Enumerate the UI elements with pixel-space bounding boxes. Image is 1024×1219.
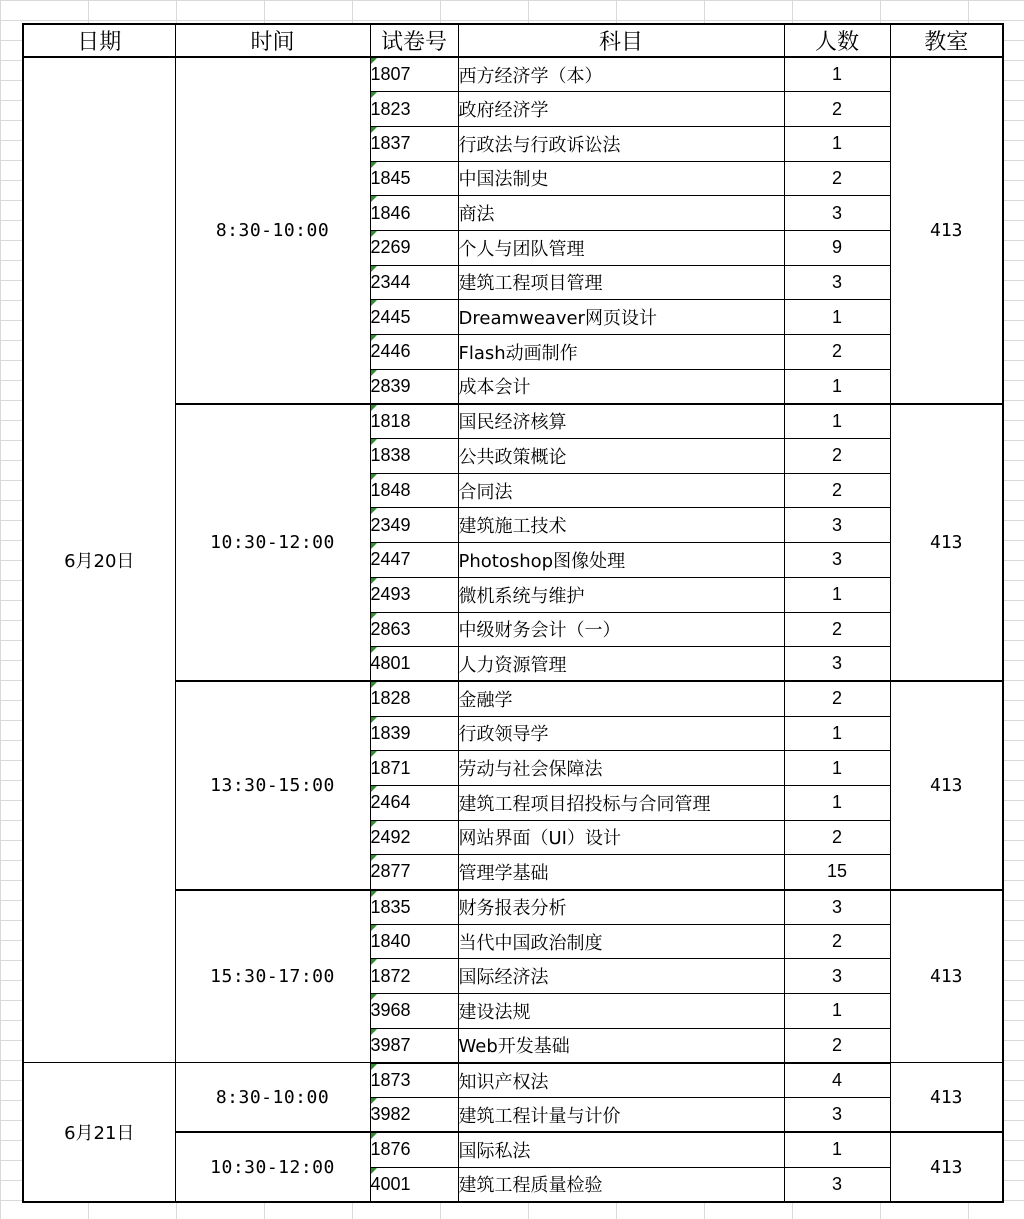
count-cell[interactable]: 1 — [784, 994, 890, 1029]
code-cell[interactable]: 1835 — [370, 890, 458, 925]
count-cell[interactable]: 2 — [784, 612, 890, 647]
code-cell[interactable]: 4801 — [370, 647, 458, 682]
code-cell[interactable]: 1871 — [370, 751, 458, 786]
code-cell[interactable]: 2877 — [370, 855, 458, 890]
code-cell[interactable]: 2446 — [370, 335, 458, 370]
subject-cell[interactable]: 金融学 — [458, 681, 784, 716]
code-cell[interactable]: 2863 — [370, 612, 458, 647]
room-cell[interactable]: 413 — [890, 890, 1003, 1063]
time-cell[interactable]: 10:30-12:00 — [175, 404, 370, 682]
subject-cell[interactable]: 国际经济法 — [458, 959, 784, 994]
subject-cell[interactable]: 人力资源管理 — [458, 647, 784, 682]
date-cell[interactable]: 6月20日 — [23, 57, 175, 1063]
code-cell[interactable]: 1838 — [370, 439, 458, 474]
exam-schedule-table — [22, 23, 1004, 1203]
count-cell[interactable]: 3 — [784, 508, 890, 543]
count-cell[interactable]: 3 — [784, 196, 890, 231]
count-cell[interactable]: 2 — [784, 1028, 890, 1063]
count-cell[interactable]: 1 — [784, 404, 890, 439]
count-cell[interactable]: 3 — [784, 647, 890, 682]
count-cell[interactable]: 2 — [784, 92, 890, 127]
header-row — [23, 24, 1003, 57]
code-cell[interactable]: 1873 — [370, 1063, 458, 1098]
code-cell[interactable]: 2839 — [370, 369, 458, 404]
subject-cell[interactable]: 建设法规 — [458, 994, 784, 1029]
subject-cell[interactable]: 中级财务会计（一） — [458, 612, 784, 647]
code-cell[interactable]: 2269 — [370, 230, 458, 265]
time-cell[interactable]: 8:30-10:00 — [175, 57, 370, 404]
count-cell[interactable]: 1 — [784, 577, 890, 612]
code-cell[interactable]: 1848 — [370, 473, 458, 508]
subject-cell[interactable]: 劳动与社会保障法 — [458, 751, 784, 786]
subject-cell[interactable]: 中国法制史 — [458, 161, 784, 196]
count-cell[interactable]: 3 — [784, 959, 890, 994]
count-cell[interactable]: 1 — [784, 126, 890, 161]
code-cell[interactable]: 2344 — [370, 265, 458, 300]
count-cell[interactable]: 2 — [784, 681, 890, 716]
subject-cell[interactable]: Web开发基础 — [458, 1028, 784, 1063]
count-cell[interactable]: 9 — [784, 230, 890, 265]
code-cell[interactable]: 4001 — [370, 1167, 458, 1202]
count-cell[interactable]: 2 — [784, 161, 890, 196]
count-cell[interactable]: 1 — [784, 57, 890, 92]
count-cell[interactable]: 4 — [784, 1063, 890, 1098]
code-cell[interactable]: 1828 — [370, 681, 458, 716]
count-cell[interactable]: 3 — [784, 265, 890, 300]
room-cell[interactable]: 413 — [890, 681, 1003, 889]
code-cell[interactable]: 2349 — [370, 508, 458, 543]
table-row — [23, 1063, 1003, 1098]
count-cell[interactable]: 2 — [784, 335, 890, 370]
schedule-body — [23, 57, 1003, 1202]
subject-cell[interactable]: 建筑施工技术 — [458, 508, 784, 543]
room-cell[interactable]: 413 — [890, 57, 1003, 404]
code-cell[interactable]: 1872 — [370, 959, 458, 994]
room-cell[interactable]: 413 — [890, 404, 1003, 682]
count-cell[interactable]: 1 — [784, 300, 890, 335]
time-cell[interactable]: 13:30-15:00 — [175, 681, 370, 889]
code-cell[interactable]: 1876 — [370, 1132, 458, 1167]
header-room[interactable]: 教室 — [890, 24, 1003, 57]
header-time[interactable]: 时间 — [175, 24, 370, 57]
count-cell[interactable]: 3 — [784, 1167, 890, 1202]
subject-cell[interactable]: 个人与团队管理 — [458, 230, 784, 265]
code-cell[interactable]: 1837 — [370, 126, 458, 161]
subject-cell[interactable]: 商法 — [458, 196, 784, 231]
count-cell[interactable]: 2 — [784, 820, 890, 855]
subject-cell[interactable]: 国民经济核算 — [458, 404, 784, 439]
code-cell[interactable]: 3987 — [370, 1028, 458, 1063]
table-row — [23, 57, 1003, 92]
subject-cell[interactable]: 建筑工程质量检验 — [458, 1167, 784, 1202]
code-cell[interactable]: 2447 — [370, 543, 458, 578]
count-cell[interactable]: 2 — [784, 473, 890, 508]
subject-cell[interactable]: 微机系统与维护 — [458, 577, 784, 612]
subject-cell[interactable]: 建筑工程项目招投标与合同管理 — [458, 785, 784, 820]
count-cell[interactable]: 2 — [784, 924, 890, 959]
subject-cell[interactable]: 国际私法 — [458, 1132, 784, 1167]
subject-cell[interactable]: 建筑工程计量与计价 — [458, 1098, 784, 1133]
code-cell[interactable]: 1846 — [370, 196, 458, 231]
count-cell[interactable]: 3 — [784, 890, 890, 925]
subject-cell[interactable]: Photoshop图像处理 — [458, 543, 784, 578]
room-cell[interactable]: 413 — [890, 1063, 1003, 1132]
time-cell[interactable]: 15:30-17:00 — [175, 890, 370, 1063]
header-date[interactable]: 日期 — [23, 24, 175, 57]
code-cell[interactable]: 1845 — [370, 161, 458, 196]
count-cell[interactable]: 15 — [784, 855, 890, 890]
time-cell[interactable]: 10:30-12:00 — [175, 1132, 370, 1201]
count-cell[interactable]: 1 — [784, 1132, 890, 1167]
code-cell[interactable]: 1839 — [370, 716, 458, 751]
count-cell[interactable]: 1 — [784, 785, 890, 820]
header-count[interactable]: 人数 — [784, 24, 890, 57]
code-cell[interactable]: 1818 — [370, 404, 458, 439]
code-cell[interactable]: 2445 — [370, 300, 458, 335]
subject-cell[interactable]: 成本会计 — [458, 369, 784, 404]
header-subject[interactable]: 科目 — [458, 24, 784, 57]
code-cell[interactable]: 1840 — [370, 924, 458, 959]
header-code[interactable]: 试卷号 — [370, 24, 458, 57]
code-cell[interactable]: 2492 — [370, 820, 458, 855]
subject-cell[interactable]: 管理学基础 — [458, 855, 784, 890]
count-cell[interactable]: 3 — [784, 1098, 890, 1133]
subject-cell[interactable]: 合同法 — [458, 473, 784, 508]
code-cell[interactable]: 1823 — [370, 92, 458, 127]
date-cell[interactable]: 6月21日 — [23, 1063, 175, 1202]
subject-cell[interactable]: 建筑工程项目管理 — [458, 265, 784, 300]
subject-cell[interactable]: 财务报表分析 — [458, 890, 784, 925]
subject-cell[interactable]: 知识产权法 — [458, 1063, 784, 1098]
code-cell[interactable]: 3968 — [370, 994, 458, 1029]
subject-cell[interactable]: 行政法与行政诉讼法 — [458, 126, 784, 161]
count-cell[interactable]: 1 — [784, 716, 890, 751]
count-cell[interactable]: 3 — [784, 543, 890, 578]
code-cell[interactable]: 3982 — [370, 1098, 458, 1133]
code-cell[interactable]: 1807 — [370, 57, 458, 92]
subject-cell[interactable]: Dreamweaver网页设计 — [458, 300, 784, 335]
subject-cell[interactable]: 政府经济学 — [458, 92, 784, 127]
code-cell[interactable]: 2493 — [370, 577, 458, 612]
room-cell[interactable]: 413 — [890, 1132, 1003, 1201]
count-cell[interactable]: 1 — [784, 369, 890, 404]
code-cell[interactable]: 2464 — [370, 785, 458, 820]
subject-cell[interactable]: 公共政策概论 — [458, 439, 784, 474]
subject-cell[interactable]: 行政领导学 — [458, 716, 784, 751]
subject-cell[interactable]: 西方经济学（本） — [458, 57, 784, 92]
subject-cell[interactable]: 网站界面（UI）设计 — [458, 820, 784, 855]
count-cell[interactable]: 2 — [784, 439, 890, 474]
time-cell[interactable]: 8:30-10:00 — [175, 1063, 370, 1132]
subject-cell[interactable]: 当代中国政治制度 — [458, 924, 784, 959]
count-cell[interactable]: 1 — [784, 751, 890, 786]
subject-cell[interactable]: Flash动画制作 — [458, 335, 784, 370]
